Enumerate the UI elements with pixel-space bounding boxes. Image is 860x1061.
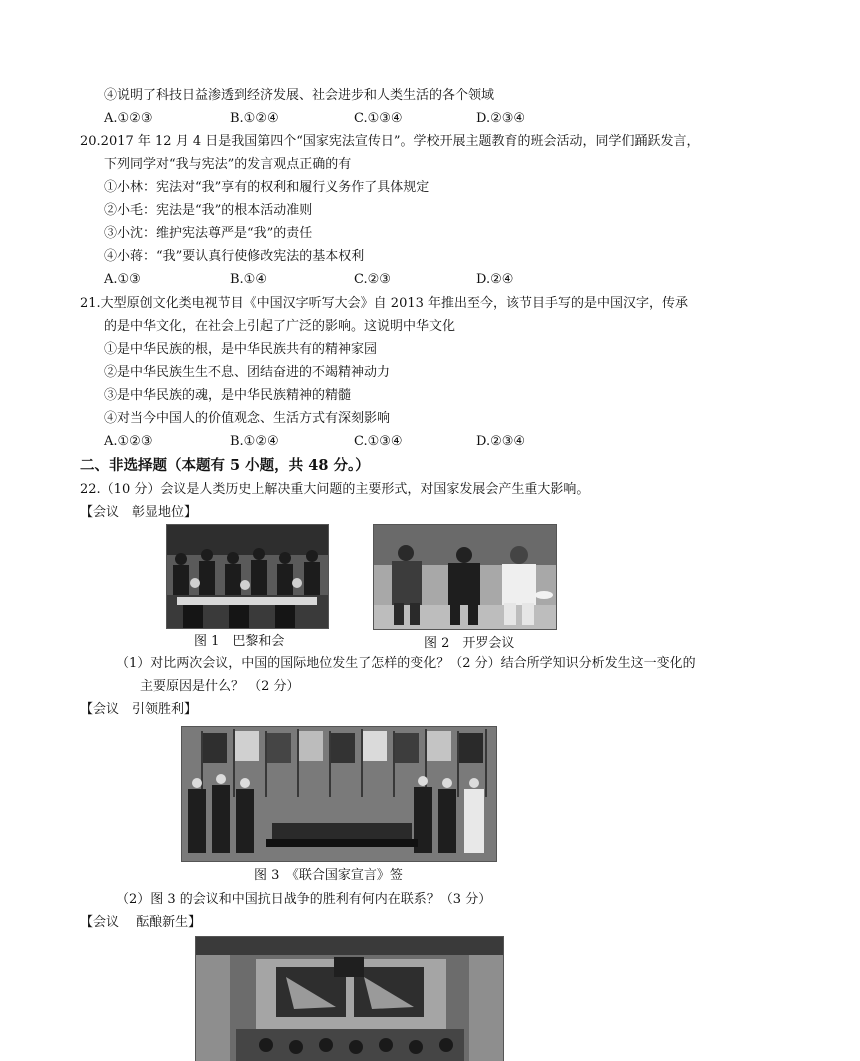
q19-statement-4: ④说明了科技日益渗透到经济发展、社会进步和人类生活的各个领域 <box>104 88 495 103</box>
q22-stem: 22.（10 分）会议是人类历史上解决重大问题的主要形式，对国家发展会产生重大影响。 <box>80 482 590 497</box>
q21-statement-2: ②是中华民族生生不息、团结奋进的不竭精神动力 <box>104 365 391 380</box>
q19-option-b[interactable]: B.①②④ <box>230 111 279 126</box>
q20-statement-4: ④小蒋：“我”要认真行使修改宪法的基本权利 <box>104 249 365 264</box>
q22-heading-1: 【会议 彰显地位】 <box>80 505 198 520</box>
q20-option-b[interactable]: B.①④ <box>230 272 267 287</box>
q20-stem-line2: 下列同学对“我与宪法”的发言观点正确的有 <box>104 157 352 172</box>
figure-3-image <box>182 727 496 861</box>
q22-heading-2: 【会议 引领胜利】 <box>80 702 198 717</box>
q19-option-d[interactable]: D.②③④ <box>476 111 526 126</box>
q22-heading-3: 【会议 酝酿新生】 <box>80 915 202 930</box>
q21-stem-line1: 21.大型原创文化类电视节目《中国汉字听写大会》自 2013 年推出至今，该节目手写的是中国汉字，传承 <box>80 296 689 311</box>
figure-3-caption: 图 3 《联合国家宣言》签 <box>254 868 403 883</box>
q21-stem-line2: 的是中华文化，在社会上引起了广泛的影响。这说明中华文化 <box>104 319 456 334</box>
q20-option-c[interactable]: C.②③ <box>354 272 391 287</box>
figure-2-image <box>374 525 556 629</box>
q21-statement-3: ③是中华民族的魂，是中华民族精神的精髓 <box>104 388 352 403</box>
figure-1-photo <box>166 524 329 629</box>
q21-option-a[interactable]: A.①②③ <box>104 434 153 449</box>
q22-part1-line1: （1）对比两次会议，中国的国际地位发生了怎样的变化？（2 分）结合所学知识分析发生这一变化的 <box>116 656 696 671</box>
q20-statement-3: ③小沈：维护宪法尊严是“我”的责任 <box>104 226 313 241</box>
q21-option-b[interactable]: B.①②④ <box>230 434 279 449</box>
q22-part1-line2: 主要原因是什么？ （2 分） <box>140 679 300 694</box>
figure-2-caption: 图 2 开罗会议 <box>424 636 515 651</box>
q20-stem-line1: 20.2017 年 12 月 4 日是我国第四个“国家宪法宣传日”。学校开展主题教育的班会活动，同学们踊跃发言， <box>80 134 700 149</box>
q21-statement-4: ④对当今中国人的价值观念、生活方式有深刻影响 <box>104 411 391 426</box>
figure-2-photo <box>373 524 557 630</box>
figure-1-image <box>167 525 328 628</box>
q20-statement-2: ②小毛：宪法是“我”的根本活动准则 <box>104 203 313 218</box>
q22-part2: （2）图 3 的会议和中国抗日战争的胜利有何内在联系？（3 分） <box>116 892 492 907</box>
q19-option-a[interactable]: A.①②③ <box>104 111 153 126</box>
figure-3-photo <box>181 726 497 862</box>
figure-4-image <box>196 937 503 1061</box>
q20-statement-1: ①小林：宪法对“我”享有的权利和履行义务作了具体规定 <box>104 180 430 195</box>
section-title: 二、非选择题（本题有 5 小题，共 48 分。） <box>80 457 370 474</box>
q20-option-a[interactable]: A.①③ <box>104 272 141 287</box>
q19-option-c[interactable]: C.①③④ <box>354 111 403 126</box>
figure-4-photo <box>195 936 504 1061</box>
q20-option-d[interactable]: D.②④ <box>476 272 514 287</box>
q21-option-d[interactable]: D.②③④ <box>476 434 526 449</box>
figure-1-caption: 图 1 巴黎和会 <box>194 634 285 649</box>
q21-option-c[interactable]: C.①③④ <box>354 434 403 449</box>
q21-statement-1: ①是中华民族的根，是中华民族共有的精神家园 <box>104 342 378 357</box>
